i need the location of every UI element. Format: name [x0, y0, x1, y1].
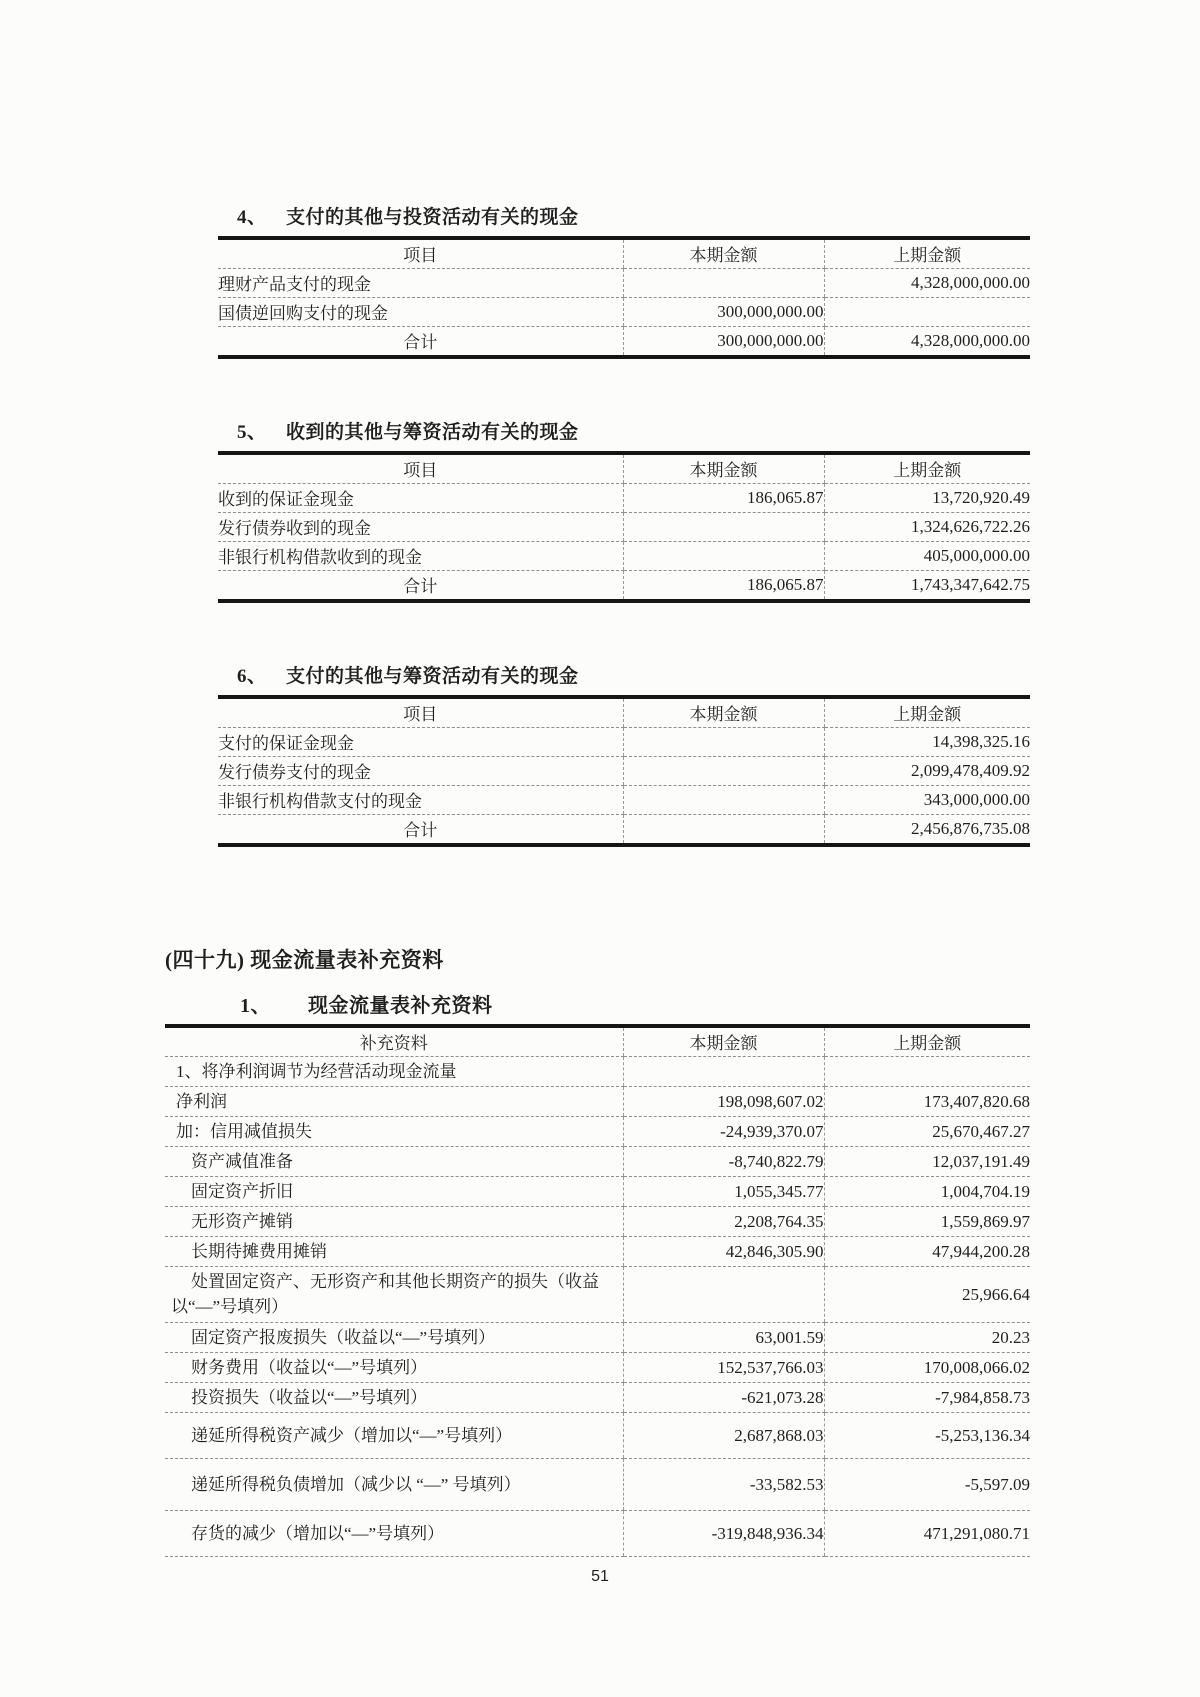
prior-amount: 1,004,704.19	[824, 1177, 1030, 1207]
current-amount: 2,208,764.35	[623, 1207, 824, 1237]
row-label: 净利润	[165, 1087, 623, 1117]
current-amount	[623, 1057, 824, 1087]
prior-amount: -5,597.09	[824, 1459, 1030, 1511]
row-label: 递延所得税资产减少（增加以“—”号填列）	[165, 1413, 623, 1459]
column-header: 项目	[218, 238, 623, 269]
current-amount: 186,065.87	[623, 571, 824, 602]
supplement-subtitle-text: 现金流量表补充资料	[308, 995, 493, 1017]
header-row	[165, 1026, 1030, 1057]
prior-amount: 1,324,626,722.26	[824, 513, 1030, 542]
prior-amount: 14,398,325.16	[824, 728, 1030, 757]
header-row	[218, 238, 1030, 269]
financial-table	[218, 236, 1030, 359]
table-row	[165, 1323, 1030, 1353]
current-amount	[623, 1267, 824, 1323]
current-amount	[623, 542, 824, 571]
section-6	[218, 661, 1030, 847]
current-amount	[623, 757, 824, 786]
table-row	[218, 513, 1030, 542]
table-row	[165, 1147, 1030, 1177]
prior-amount: 405,000,000.00	[824, 542, 1030, 571]
prior-amount: 25,966.64	[824, 1267, 1030, 1323]
prior-amount: 25,670,467.27	[824, 1117, 1030, 1147]
prior-amount: 2,456,876,735.08	[824, 815, 1030, 846]
prior-amount: 13,720,920.49	[824, 484, 1030, 513]
table-row	[218, 542, 1030, 571]
table-row	[218, 571, 1030, 602]
current-amount: -33,582.53	[623, 1459, 824, 1511]
prior-amount: 4,328,000,000.00	[824, 269, 1030, 298]
prior-amount: 12,037,191.49	[824, 1147, 1030, 1177]
current-amount: -319,848,936.34	[623, 1511, 824, 1557]
section-title	[218, 661, 1030, 688]
current-amount	[623, 786, 824, 815]
column-header-item: 补充资料	[165, 1026, 623, 1057]
row-label: 发行债券收到的现金	[218, 513, 623, 542]
column-header: 上期金额	[824, 697, 1030, 728]
current-amount: 1,055,345.77	[623, 1177, 824, 1207]
table-row	[218, 786, 1030, 815]
section-title	[218, 202, 1030, 229]
row-label: 非银行机构借款收到的现金	[218, 542, 623, 571]
prior-amount: 4,328,000,000.00	[824, 327, 1030, 358]
current-amount: 2,687,868.03	[623, 1413, 824, 1459]
prior-amount: 2,099,478,409.92	[824, 757, 1030, 786]
row-label: 收到的保证金现金	[218, 484, 623, 513]
row-label: 固定资产报废损失（收益以“—”号填列）	[165, 1323, 623, 1353]
supplement-heading-text: 现金流量表补充资料	[250, 948, 444, 972]
row-label: 国债逆回购支付的现金	[218, 298, 623, 327]
table-row	[165, 1459, 1030, 1511]
prior-amount: -7,984,858.73	[824, 1383, 1030, 1413]
prior-amount: 173,407,820.68	[824, 1087, 1030, 1117]
table-row	[218, 298, 1030, 327]
section-title-text: 收到的其他与筹资活动有关的现金	[286, 422, 579, 443]
table-row	[165, 1413, 1030, 1459]
row-label: 投资损失（收益以“—”号填列）	[165, 1383, 623, 1413]
prior-amount: 47,944,200.28	[824, 1237, 1030, 1267]
section-number: 4、	[237, 207, 267, 228]
supplement-table	[165, 1024, 1030, 1557]
table-row	[165, 1177, 1030, 1207]
prior-amount: 1,559,869.97	[824, 1207, 1030, 1237]
row-label: 加：信用减值损失	[165, 1117, 623, 1147]
column-header: 本期金额	[623, 453, 824, 484]
section-title	[218, 417, 1030, 444]
table-row	[165, 1207, 1030, 1237]
row-label: 1、将净利润调节为经营活动现金流量	[165, 1057, 623, 1087]
current-amount: 186,065.87	[623, 484, 824, 513]
section-title-text: 支付的其他与筹资活动有关的现金	[286, 666, 579, 687]
row-label: 递延所得税负债增加（减少以 “—” 号填列）	[165, 1459, 623, 1511]
table-row	[218, 815, 1030, 846]
current-amount: -24,939,370.07	[623, 1117, 824, 1147]
table-row	[165, 1511, 1030, 1557]
prior-amount	[824, 298, 1030, 327]
prior-amount: 20.23	[824, 1323, 1030, 1353]
page-number: 51	[591, 1568, 609, 1585]
table-row	[165, 1383, 1030, 1413]
financial-table	[218, 695, 1030, 847]
section-5	[218, 417, 1030, 603]
current-amount: 63,001.59	[623, 1323, 824, 1353]
current-amount	[623, 513, 824, 542]
supplement-heading-number: (四十九)	[165, 948, 245, 972]
row-label: 合计	[403, 577, 438, 596]
current-amount: 300,000,000.00	[623, 298, 824, 327]
table-row	[165, 1087, 1030, 1117]
prior-amount: 170,008,066.02	[824, 1353, 1030, 1383]
current-amount: -621,073.28	[623, 1383, 824, 1413]
current-amount: 198,098,607.02	[623, 1087, 824, 1117]
table-row	[165, 1057, 1030, 1087]
table-row	[165, 1267, 1030, 1323]
row-label: 合计	[403, 821, 438, 840]
current-amount: -8,740,822.79	[623, 1147, 824, 1177]
column-header: 上期金额	[824, 238, 1030, 269]
supplement-subtitle	[165, 989, 1030, 1018]
header-row	[218, 453, 1030, 484]
prior-amount: -5,253,136.34	[824, 1413, 1030, 1459]
column-header: 项目	[218, 453, 623, 484]
row-label: 财务费用（收益以“—”号填列）	[165, 1353, 623, 1383]
row-label: 无形资产摊销	[165, 1207, 623, 1237]
current-amount	[623, 815, 824, 846]
section-number: 6、	[237, 666, 267, 687]
row-label: 发行债券支付的现金	[218, 757, 623, 786]
row-label: 处置固定资产、无形资产和其他长期资产的损失（收益以“—”号填列）	[165, 1267, 623, 1323]
supplement-heading	[165, 944, 1030, 974]
table-row	[218, 327, 1030, 358]
cash-sections	[165, 202, 1030, 847]
prior-amount: 343,000,000.00	[824, 786, 1030, 815]
table-row	[218, 484, 1030, 513]
row-label: 资产减值准备	[165, 1147, 623, 1177]
row-label: 支付的保证金现金	[218, 728, 623, 757]
table-row	[165, 1353, 1030, 1383]
page-content	[165, 202, 1030, 1557]
row-label: 长期待摊费用摊销	[165, 1237, 623, 1267]
table-row	[218, 728, 1030, 757]
column-header: 本期金额	[623, 238, 824, 269]
row-label: 存货的减少（增加以“—”号填列）	[165, 1511, 623, 1557]
financial-table	[218, 451, 1030, 603]
current-amount: 42,846,305.90	[623, 1237, 824, 1267]
table-row	[218, 269, 1030, 298]
prior-amount	[824, 1057, 1030, 1087]
column-header: 项目	[218, 697, 623, 728]
column-header: 本期金额	[623, 697, 824, 728]
row-label: 理财产品支付的现金	[218, 269, 623, 298]
current-amount	[623, 728, 824, 757]
prior-amount: 471,291,080.71	[824, 1511, 1030, 1557]
row-label: 非银行机构借款支付的现金	[218, 786, 623, 815]
current-amount	[623, 269, 824, 298]
header-row	[218, 697, 1030, 728]
prior-amount: 1,743,347,642.75	[824, 571, 1030, 602]
section-number: 5、	[237, 422, 267, 443]
column-header: 上期金额	[824, 453, 1030, 484]
supplement-subtitle-number: 1、	[240, 995, 271, 1017]
section-title-text: 支付的其他与投资活动有关的现金	[286, 207, 579, 228]
column-header-prior: 上期金额	[824, 1026, 1030, 1057]
row-label: 固定资产折旧	[165, 1177, 623, 1207]
table-row	[165, 1117, 1030, 1147]
current-amount: 152,537,766.03	[623, 1353, 824, 1383]
table-row	[165, 1237, 1030, 1267]
section-4	[218, 202, 1030, 359]
current-amount: 300,000,000.00	[623, 327, 824, 358]
column-header-current: 本期金额	[623, 1026, 824, 1057]
table-row	[218, 757, 1030, 786]
row-label: 合计	[403, 333, 438, 352]
